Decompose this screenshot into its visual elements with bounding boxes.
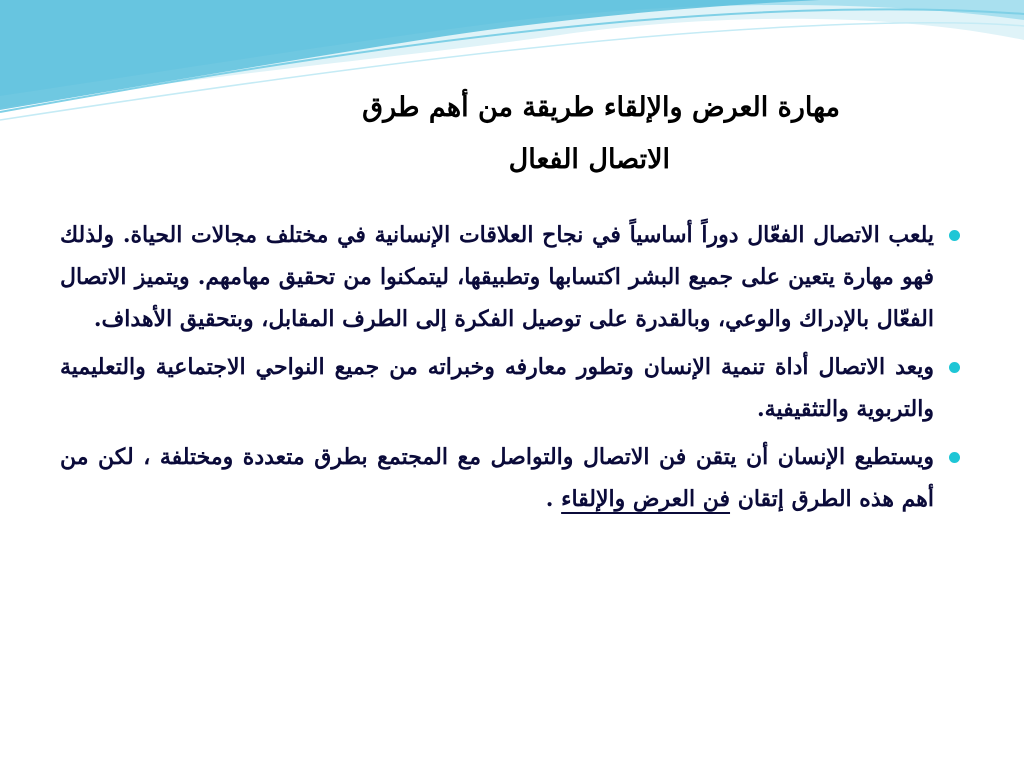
paragraph-3-underlined-text: فن العرض والإلقاء [561,486,731,512]
bullet-paragraph-3 [60,436,960,520]
paragraph-3-text-before: ويستطيع الإنسان أن يتقن فن الاتصال والتواصل مع المجتمع بطرق متعددة ومختلفة ، لكن من أهم هذه الطرق إتقان [60,444,934,512]
bullet-paragraph-2 [60,346,960,430]
bullet-dot-icon [949,452,960,463]
title-line-1: مهارة العرض والإلقاء طريقة من أهم طرق [362,92,840,123]
title-line-2: الاتصال الفعال [508,144,670,175]
paragraph-2-text: ويعد الاتصال أداة تنمية الإنسان وتطور معارفه وخبراته من جميع النواحي الاجتماعية والتعليمية والتربوية والتثقيفية. [60,354,934,422]
bullet-paragraph-1 [60,214,960,340]
slide-title [60,82,960,186]
bullet-dot-icon [949,362,960,373]
slide-content [60,214,960,526]
bullet-dot-icon [949,230,960,241]
paragraph-1-text: يلعب الاتصال الفعّال دوراً أساسياً في نجاح العلاقات الإنسانية في مختلف مجالات الحياة. ولذلك فهو مهارة يتعين على جميع البشر اكتسابها وتطبيقها، ليتمكنوا من تحقيق مهامهم. ويتميز الاتصال الفعّال بالإدراك والوعي، وبالقدرة على توصيل الفكرة إلى الطرف المقابل، وبتحقيق الأهداف. [60,222,934,332]
paragraph-3-text-after: . [545,486,562,512]
